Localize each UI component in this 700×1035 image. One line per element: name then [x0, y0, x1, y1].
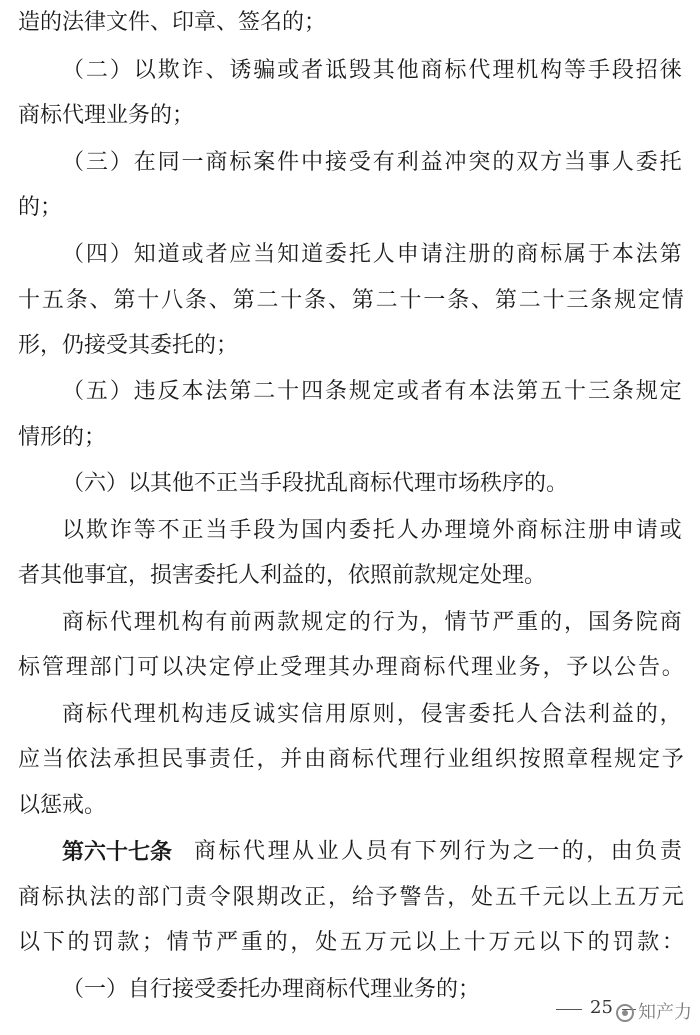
text-line: 者其他事宜，损害委托人利益的，依照前款规定处理。: [18, 563, 547, 588]
text-line: 商 标 代 理 机 构 违 反 诚 实 信 用 原 则 ， 侵 害 委 托 人 合 法 利 益 的 ，: [62, 702, 682, 727]
article-line: [62, 832, 682, 872]
footer-dash-left: [556, 1009, 582, 1010]
text-line: 以 下 的 罚 款 ； 情 节 严 重 的 ， 处 五 万 元 以 上 十 万 元 以 下 的 罚 款 ：: [18, 930, 684, 955]
article-text: 商 标 代 理 从 业 人 员 有 下 列 行 为 之 一 的 ， 由 负 责: [194, 839, 682, 864]
watermark-logo-icon: [616, 1004, 634, 1022]
text-line: 应 当 依 法 承 担 民 事 责 任 ， 并 由 商 标 代 理 行 业 组 织 按 照 章 程 规 定 予: [18, 747, 684, 772]
text-line: 标 管 理 部 门 可 以 决 定 停 止 受 理 其 办 理 商 标 代 理 业 务 ， 予 以 公 告 。: [18, 655, 684, 680]
text-line: （ 四 ） 知 道 或 者 应 当 知 道 委 托 人 申 请 注 册 的 商 标 属 于 本 法 第: [62, 242, 682, 267]
text-line: （ 二 ） 以 欺 诈 、 诱 骗 或 者 诋 毁 其 他 商 标 代 理 机 构 等 手 段 招 徕: [62, 58, 682, 83]
page-number: 25: [590, 997, 613, 1018]
text-line: （ 三 ） 在 同 一 商 标 案 件 中 接 受 有 利 益 冲 突 的 双 方 当 事 人 委 托: [62, 150, 682, 175]
text-line: 十 五 条 、 第 十 八 条 、 第 二 十 条 、 第 二 十 一 条 、 第 二 十 三 条 规 定 情: [18, 288, 684, 313]
text-line: 造的法律文件、印章、签名的；: [18, 10, 327, 35]
text-line: 商 标 执 法 的 部 门 责 令 限 期 改 正 ， 给 予 警 告 ， 处 五 千 元 以 上 五 万 元: [18, 885, 684, 910]
text-line: （一）自行接受委托办理商标代理业务的；: [62, 977, 481, 1002]
text-line: （六）以其他不正当手段扰乱商标代理市场秩序的。: [62, 471, 569, 496]
text-line: （ 五 ） 违 反 本 法 第 二 十 四 条 规 定 或 者 有 本 法 第 五 十 三 条 规 定: [62, 379, 682, 404]
text-line: 以惩戒。: [18, 793, 107, 818]
text-line: 商 标 代 理 机 构 有 前 两 款 规 定 的 行 为 ， 情 节 严 重 的 ， 国 务 院 商: [62, 610, 682, 635]
text-line: 商标代理业务的；: [18, 103, 195, 128]
watermark-text: 知产力: [638, 1002, 692, 1023]
article-heading: 第六十七条: [62, 839, 173, 865]
text-line: 以 欺 诈 等 不 正 当 手 段 为 国 内 委 托 人 办 理 境 外 商 标 注 册 申 请 或: [62, 518, 682, 543]
text-line: 形，仍接受其委托的；: [18, 333, 239, 358]
watermark: [616, 1000, 692, 1026]
text-line: 情形的；: [18, 425, 107, 450]
text-line: 的；: [18, 195, 63, 220]
